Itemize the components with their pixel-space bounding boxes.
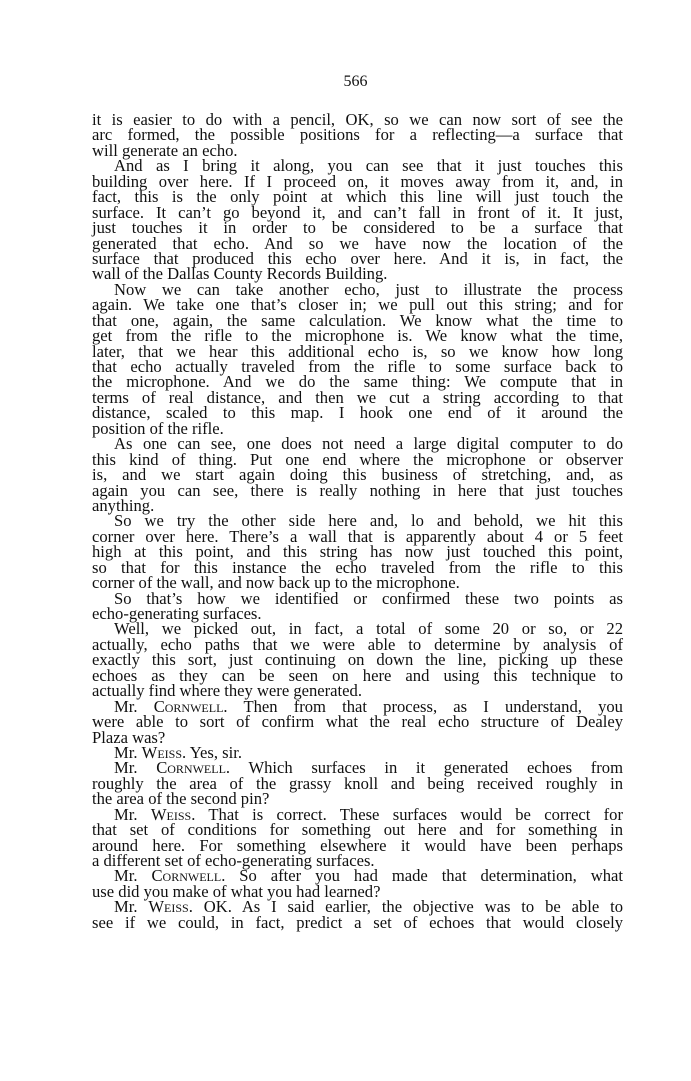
text-line: this kind of thing. Put one end where the microphone or observer: [92, 449, 623, 469]
text-line: So we try the other side here and, lo and behold, we hit this: [114, 511, 623, 531]
text-line: that one, again, the same calculation. We know what the time to: [92, 310, 623, 330]
text-line: corner over here. There’s a wall that is apparently about 4 or 5 feet: [92, 526, 623, 546]
speech-text: Which surfaces in it generated echoes from: [248, 758, 624, 778]
text-line: wall of the Dallas County Records Building.: [92, 264, 388, 284]
text-line: get from the rifle to the microphone is. We know what the time,: [92, 326, 623, 346]
speech-text: Then from that process, as I understand, you: [243, 696, 623, 716]
text-line: actually find where they were generated.: [92, 681, 362, 701]
text-line: around here. For something elsewhere it would have been perhaps: [92, 835, 623, 855]
speech-text: OK. As I said earlier, the objective was to be able to: [203, 897, 624, 917]
paragraph: [92, 112, 623, 158]
testimony-paragraph: [92, 758, 624, 809]
text-line: position of the rifle.: [92, 418, 224, 438]
text-line: Well, we picked out, in fact, a total of some 20 or so, or 22: [114, 619, 623, 639]
text-line: will generate an echo.: [92, 140, 238, 160]
text-line: fact, this is the only point at which this line will just touch the: [92, 187, 623, 207]
text-line: see if we could, in fact, predict a set of echoes that would closely: [92, 912, 623, 932]
text-line: again you can see, there is really nothing in here that just touches: [92, 480, 623, 500]
speaker-name: Weiss.: [141, 742, 187, 762]
paragraph: [92, 436, 623, 513]
text-line: As one can see, one does not need a large digital computer to do: [114, 434, 623, 454]
text-line: so that for this instance the echo traveled from the rifle to this: [92, 557, 623, 577]
text-line: building over here. If I proceed on, it moves away from it, and, in: [92, 171, 623, 191]
speaker-title: Mr.: [114, 804, 138, 824]
text-line: were able to sort of confirm what the real echo structure of Dealey: [92, 712, 623, 732]
text-line: the area of the second pin?: [92, 789, 270, 809]
text-line: anything.: [92, 495, 155, 515]
speech-text: That is correct. These surfaces would be correct for: [208, 804, 623, 824]
text-line: corner of the wall, and now back up to the microphone.: [92, 573, 460, 593]
testimony-paragraph: [92, 899, 623, 930]
text-line: use did you make of what you had learned?: [92, 881, 381, 901]
text-line: Plaza was?: [92, 727, 166, 747]
speaker-title: Mr.: [114, 866, 138, 886]
speech-text: So after you had made that determination, what: [239, 866, 624, 886]
text-line: just touches it in order to be considered to be a surface that: [92, 218, 623, 238]
speaker-name: Weiss.: [148, 897, 193, 917]
text-line: surface that produced this echo over here. And it is, in fact, the: [92, 248, 623, 268]
text-line: Now we can take another echo, just to illustrate the process: [114, 279, 623, 299]
text-line: generated that echo. And so we have now the location of the: [92, 233, 623, 253]
text-line: is, and we start again doing this business of stretching, and, as: [92, 465, 623, 485]
body-text: [92, 112, 623, 930]
text-line: it is easier to do with a pencil, OK, so we can now sort of see the: [92, 110, 623, 129]
text-line: actually, echo paths that we were able to determine by analysis of: [92, 634, 623, 654]
text-line: again. We take one that’s closer in; we pull out this string; and for: [92, 295, 623, 315]
speaker-title: Mr.: [114, 758, 138, 778]
paragraph: [92, 588, 623, 623]
speaker-title: Mr.: [114, 696, 138, 716]
speech-text: Yes, sir.: [189, 742, 242, 762]
text-line: the microphone. And we do the same thing: We compute that in: [92, 372, 623, 392]
paragraph: [92, 158, 623, 282]
testimony-paragraph: [92, 868, 623, 899]
text-line: And as I bring it along, you can see that it just touches this: [114, 156, 623, 176]
text-line: roughly the area of the grassy knoll and being received roughly in: [92, 773, 623, 793]
text-line: distance, scaled to this map. I hook one end of it around the: [92, 403, 623, 423]
paragraph: [92, 279, 623, 438]
text-line: echo-generating surfaces.: [92, 604, 262, 623]
speaker-name: Cornwell.: [153, 696, 228, 716]
page-number: 566: [343, 73, 368, 90]
speaker-name: Cornwell.: [156, 758, 231, 778]
testimony-paragraph: [92, 804, 623, 870]
testimony-paragraph: [92, 696, 623, 747]
text-line: a different set of echo-generating surfaces.: [92, 851, 375, 870]
text-line: terms of real distance, and then we cut a string according to that: [92, 387, 623, 407]
text-line: arc formed, the possible positions for a reflecting—a surface that: [92, 125, 623, 145]
text-line: echoes as they can be seen on here and using this technique to: [92, 665, 623, 685]
paragraph: [92, 619, 623, 701]
text-line: surface. It can’t go beyond it, and can’t fall in front of it. It just,: [92, 202, 623, 222]
paragraph: [92, 511, 623, 593]
text-line: that set of conditions for something out here and for something in: [92, 820, 623, 840]
speaker-name: Weiss.: [150, 804, 196, 824]
text-line: later, that we hear this additional echo is, so we know how long: [92, 341, 623, 361]
text-line: exactly this sort, just continuing on down the line, picking up these: [92, 650, 623, 670]
text-line: So that’s how we identified or confirmed these two points as: [114, 588, 623, 608]
speaker-title: Mr.: [114, 897, 138, 917]
speaker-title: Mr.: [114, 742, 138, 762]
text-line: high at this point, and this string has now just touched this point,: [92, 542, 623, 562]
text-line: that echo actually traveled from the rifle to some surface back to: [92, 357, 623, 376]
speaker-name: Cornwell.: [151, 866, 226, 886]
